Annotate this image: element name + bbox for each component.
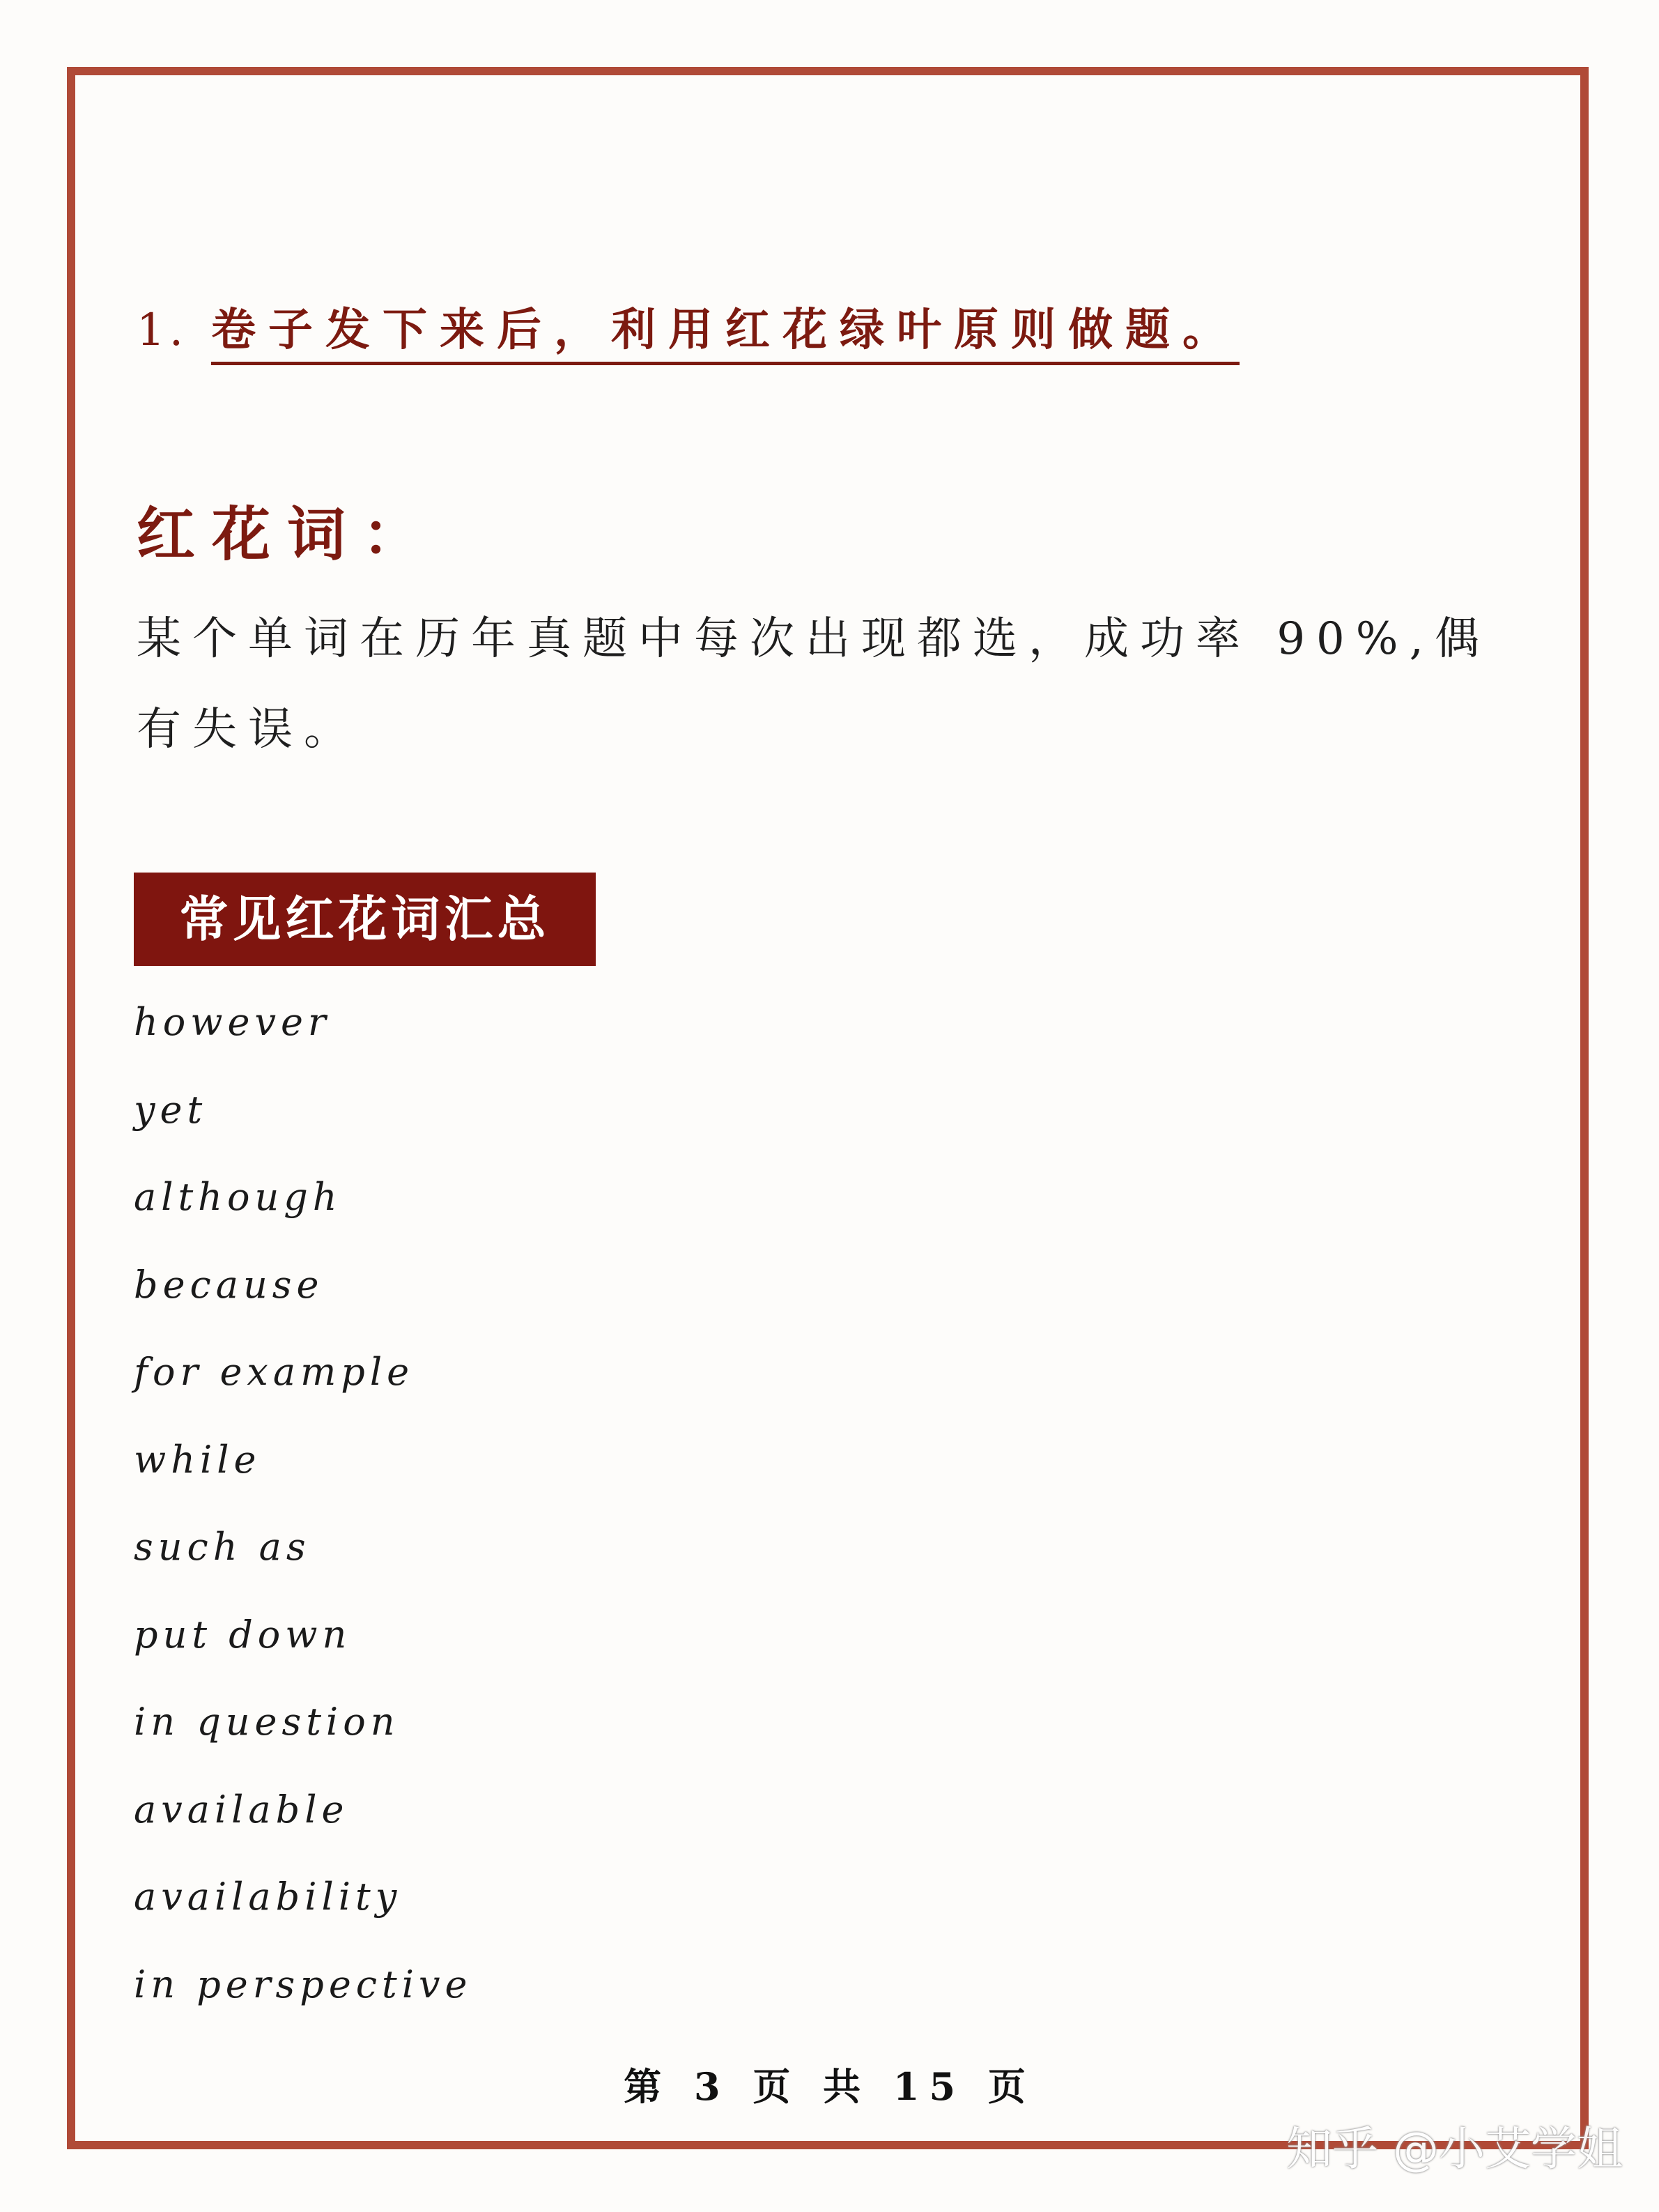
list-item: availability <box>134 1875 402 1919</box>
definition-paragraph: 某个单词在历年真题中每次出现都选，成功率 90%,偶有失误。 <box>137 613 1490 755</box>
list-item: such as <box>134 1525 311 1569</box>
page-indicator: 第 3 页 共 15 页 <box>624 2064 1035 2109</box>
list-item: for example <box>134 1350 415 1394</box>
heading-text: 卷子发下来后，利用红花绿叶原则做题。 <box>211 304 1240 365</box>
list-item: because <box>134 1262 324 1307</box>
word-list <box>134 978 472 2028</box>
watermark: 知乎 @小艾学姐 <box>1286 2122 1623 2176</box>
list-item: although <box>134 1175 342 1219</box>
list-item: in question <box>134 1700 400 1744</box>
red-flower-words-title: 红花词： <box>137 500 438 569</box>
list-item: yet <box>134 1087 208 1132</box>
list-item: while <box>134 1437 261 1482</box>
list-item: available <box>134 1787 349 1831</box>
list-item: put down <box>134 1612 352 1657</box>
list-item: in perspective <box>134 1962 472 2006</box>
heading-number: 1. <box>137 305 188 356</box>
section-heading <box>137 294 1240 358</box>
list-item: however <box>134 1000 331 1044</box>
summary-banner: 常见红花词汇总 <box>134 873 596 966</box>
